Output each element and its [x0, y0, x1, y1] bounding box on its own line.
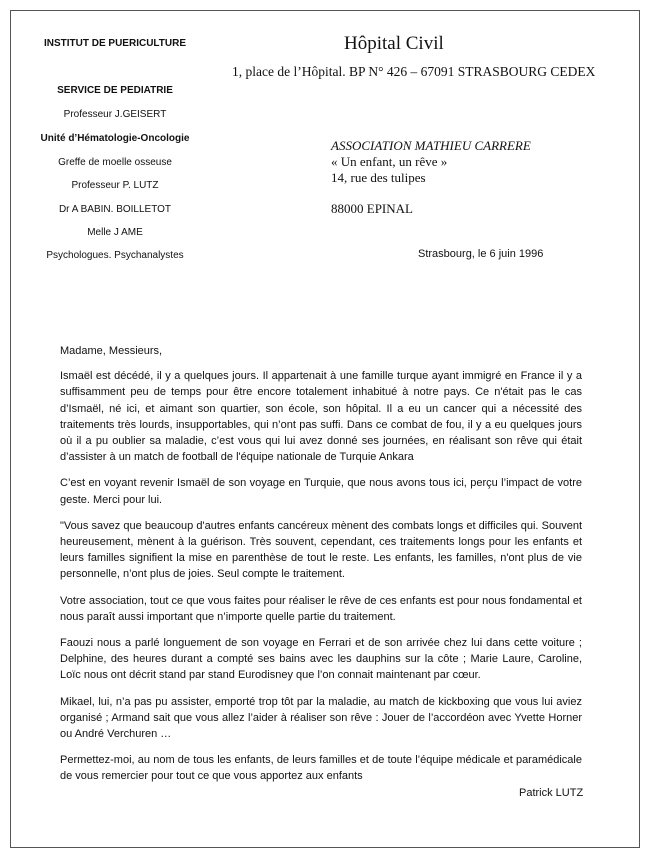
- paragraph-other-children: "Vous savez que beaucoup d'autres enfants cancéreux mènent des combats longs et difficiles qui. Souvent heureusement, mènent à la guérison. Très souvent, cependant, ces traitements longs pour les enfants et leurs familles signifient la mise en parenthèse de tout le reste. Les enfants, les familles, n'ont plus de vie personnelle, n’ont plus de joies. Seul compte le traitement.: [60, 519, 582, 581]
- hospital-address: 1, place de l’Hôpital. BP N° 426 – 67091 STRASBOURG CEDEX: [232, 64, 596, 79]
- staff-name: Melle J AME: [87, 227, 143, 238]
- salutation: Madame, Messieurs,: [60, 345, 163, 357]
- recipient-address: [331, 138, 531, 217]
- letter-date: Strasbourg, le 6 juin 1996: [418, 248, 544, 260]
- institute-name: INSTITUT DE PUERICULTURE: [43, 38, 187, 49]
- unit-name: Unité d’Hématologie-Oncologie: [40, 133, 190, 144]
- paragraph-dreams: Faouzi nous a parlé longuement de son voyage en Ferrari et de son arrivée chez lui dans cette voiture ; Delphine, des heures durant a compté ses bains avec les dauphins sur la côte ; Marie Laure, Caroline, Loïc nous ont décrit stand par stand Eurodisney que l’on connait maintenant par cœur.: [60, 637, 582, 682]
- letter-body: [60, 343, 582, 795]
- paragraph-mikael-armand: Mikael, lui, n’a pas pu assister, emporté trop tôt par la maladie, au match de kickboxing que vous lui aviez organisé ; Armand sait que vous allez l’aider à réaliser son rêve : Jouer de l’accordéon avec Yvette Horner ou André Verchuren …: [60, 695, 582, 741]
- paragraph-ismael: Ismaël est décédé, il y a quelques jours. Il appartenait à une famille turque ayant immigré en France il y a suffisamment peu de temps pour être encore totalement inhabitué à notre pays. Ce n'était pas le cas d’Ismaël, né ici, et aimant son quartier, son école, son hôpital. Il a eu un cancer qui a nécessité des traitements très lourds, insupportables, qui n’ont pas suffi. Dans ce combat de fou, il y a eu quelques jours où il a pu oublier sa maladie, c’est vous qui lui avez donné ses journées, en réalisant son rêve qui était d’assister à un match de football de l'équipe nationale de Turquie Ankara: [60, 370, 582, 464]
- recipient-motto: « Un enfant, un rêve »: [331, 154, 448, 169]
- recipient-street: 14, rue des tulipes: [331, 170, 426, 185]
- recipient-organization: ASSOCIATION MATHIEU CARRERE: [331, 138, 531, 153]
- paragraph-association: Votre association, tout ce que vous faites pour réaliser le rêve de ces enfants est pour nous fondamental et nous paraît aussi important que n’importe quelle partie du traitement.: [60, 594, 582, 623]
- professor-geisert: Professeur J.GEISERT: [63, 109, 167, 120]
- service-name: SERVICE DE PEDIATRIE: [57, 85, 173, 96]
- signature: Patrick LUTZ: [519, 787, 584, 799]
- doctor-name: Dr A BABIN. BOILLETOT: [58, 204, 172, 215]
- hospital-name: Hôpital Civil: [344, 33, 444, 54]
- psychologists-label: Psychologues. Psychanalystes: [46, 250, 184, 261]
- paragraph-closing: Permettez-moi, au nom de tous les enfants, de leurs familles et de toute l’équipe médicale et paramédicale de vous remercier pour tout ce que vous apportez aux enfants: [60, 754, 582, 783]
- professor-lutz: Professeur P. LUTZ: [71, 180, 159, 191]
- department-name: Greffe de moelle osseuse: [58, 157, 172, 168]
- recipient-city: 88000 EPINAL: [331, 201, 413, 216]
- paragraph-thanks: C’est en voyant revenir Ismaël de son voyage en Turquie, que nous avons tous ici, perçu l’impact de votre geste. Merci pour lui.: [60, 477, 582, 506]
